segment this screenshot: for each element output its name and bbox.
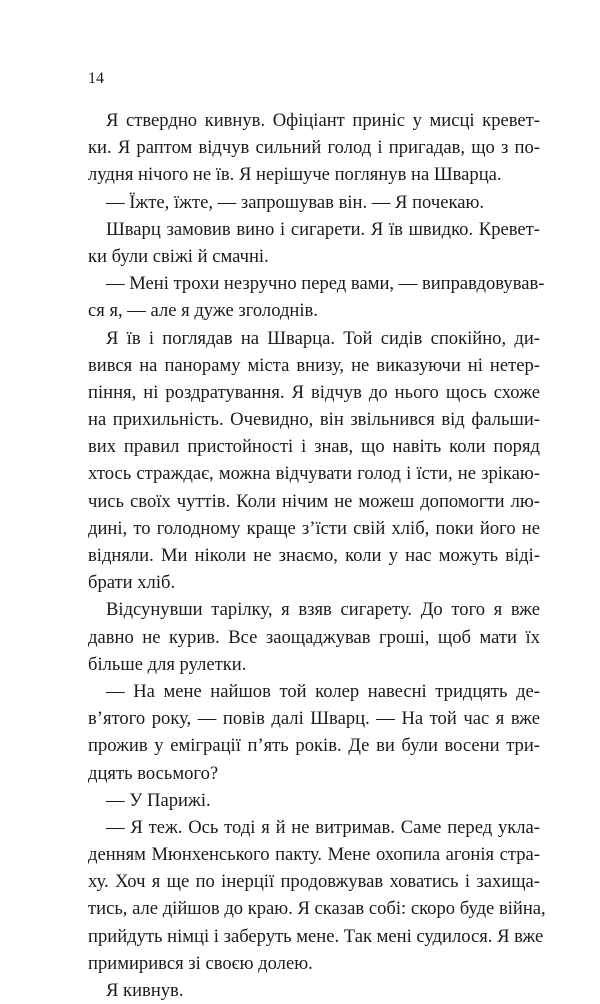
text-line: ки. Я раптом відчув сильний голод і пригадав, що з по- <box>88 137 540 159</box>
text-line: вих правил пристойності і знав, що навіть коли поряд <box>88 436 540 458</box>
text-line: Шварц замовив вино і сигарети. Я їв швидко. Кревет- <box>106 218 540 240</box>
text-line: чись своїх чуттів. Коли нічим не можеш допомогти лю- <box>88 490 540 512</box>
book-text <box>88 107 546 1004</box>
text-line: Я кивнув. <box>106 980 184 1001</box>
text-line: вився на панораму міста внизу, не виказуючи ні нетер- <box>88 354 540 376</box>
text-line: хтось страждає, можна відчувати голод і їсти, не зрікаю- <box>88 463 540 485</box>
text-line: дцять восьмого? <box>88 762 219 784</box>
text-line: — Мені трохи незручно перед вами, — виправдовував- <box>106 273 545 295</box>
text-line: прийдуть німці і заберуть мене. Так мені судилося. Я вже <box>88 925 544 947</box>
text-line: денням Мюнхенського пакту. Мене охопила агонія стра- <box>88 844 540 866</box>
text-line: — У Парижі. <box>106 789 211 811</box>
text-line: тись, але дійшов до краю. Я сказав собі: скоро буде війна, <box>88 898 546 920</box>
text-line: дині, то голодному краще з’їсти свій хліб, поки його не <box>88 517 540 539</box>
page-number: 14 <box>88 70 104 87</box>
text-line: ся я, — але я дуже зголоднів. <box>88 300 318 322</box>
text-line: відняли. Ми ніколи не знаємо, коли у нас можуть віді- <box>88 545 540 566</box>
text-line: в’ятого року, — повів далі Шварц. — На той час я вже <box>88 708 540 730</box>
text-line: — На мене найшов той колер навесні тридцять де- <box>106 680 540 702</box>
text-line: Я ствердно кивнув. Офіціант приніс у мисці кревет- <box>106 110 540 131</box>
text-line: примирився зі своєю долею. <box>88 952 313 974</box>
text-line: Я їв і поглядав на Шварца. Той сидів спокійно, ди- <box>106 327 540 349</box>
text-line: — Я теж. Ось тоді я й не витримав. Саме перед укла- <box>106 816 540 838</box>
text-line: — Їжте, їжте, — запрошував він. — Я почекаю. <box>106 191 485 213</box>
text-line: брати хліб. <box>88 572 176 594</box>
text-line: піння, ні роздратування. Я відчув до нього щось схоже <box>88 381 540 403</box>
text-line: на прихильність. Очевидно, він звільнився від фальши- <box>88 409 540 431</box>
text-line: ху. Хоч я ще по інерції продовжував ховатись і захища- <box>88 871 540 893</box>
text-line: лудня нічого не їв. Я нерішуче поглянув на Шварца. <box>88 164 502 186</box>
text-line: давно не курив. Все заощаджував гроші, щоб мати їх <box>88 626 540 648</box>
text-line: Відсунувши тарілку, я взяв сигарету. До того я вже <box>106 599 540 621</box>
text-line: ки були свіжі й смачні. <box>88 245 269 267</box>
text-line: більше для рулетки. <box>88 653 247 675</box>
text-line: прожив у еміграції п’ять років. Де ви були восени три- <box>88 735 540 757</box>
